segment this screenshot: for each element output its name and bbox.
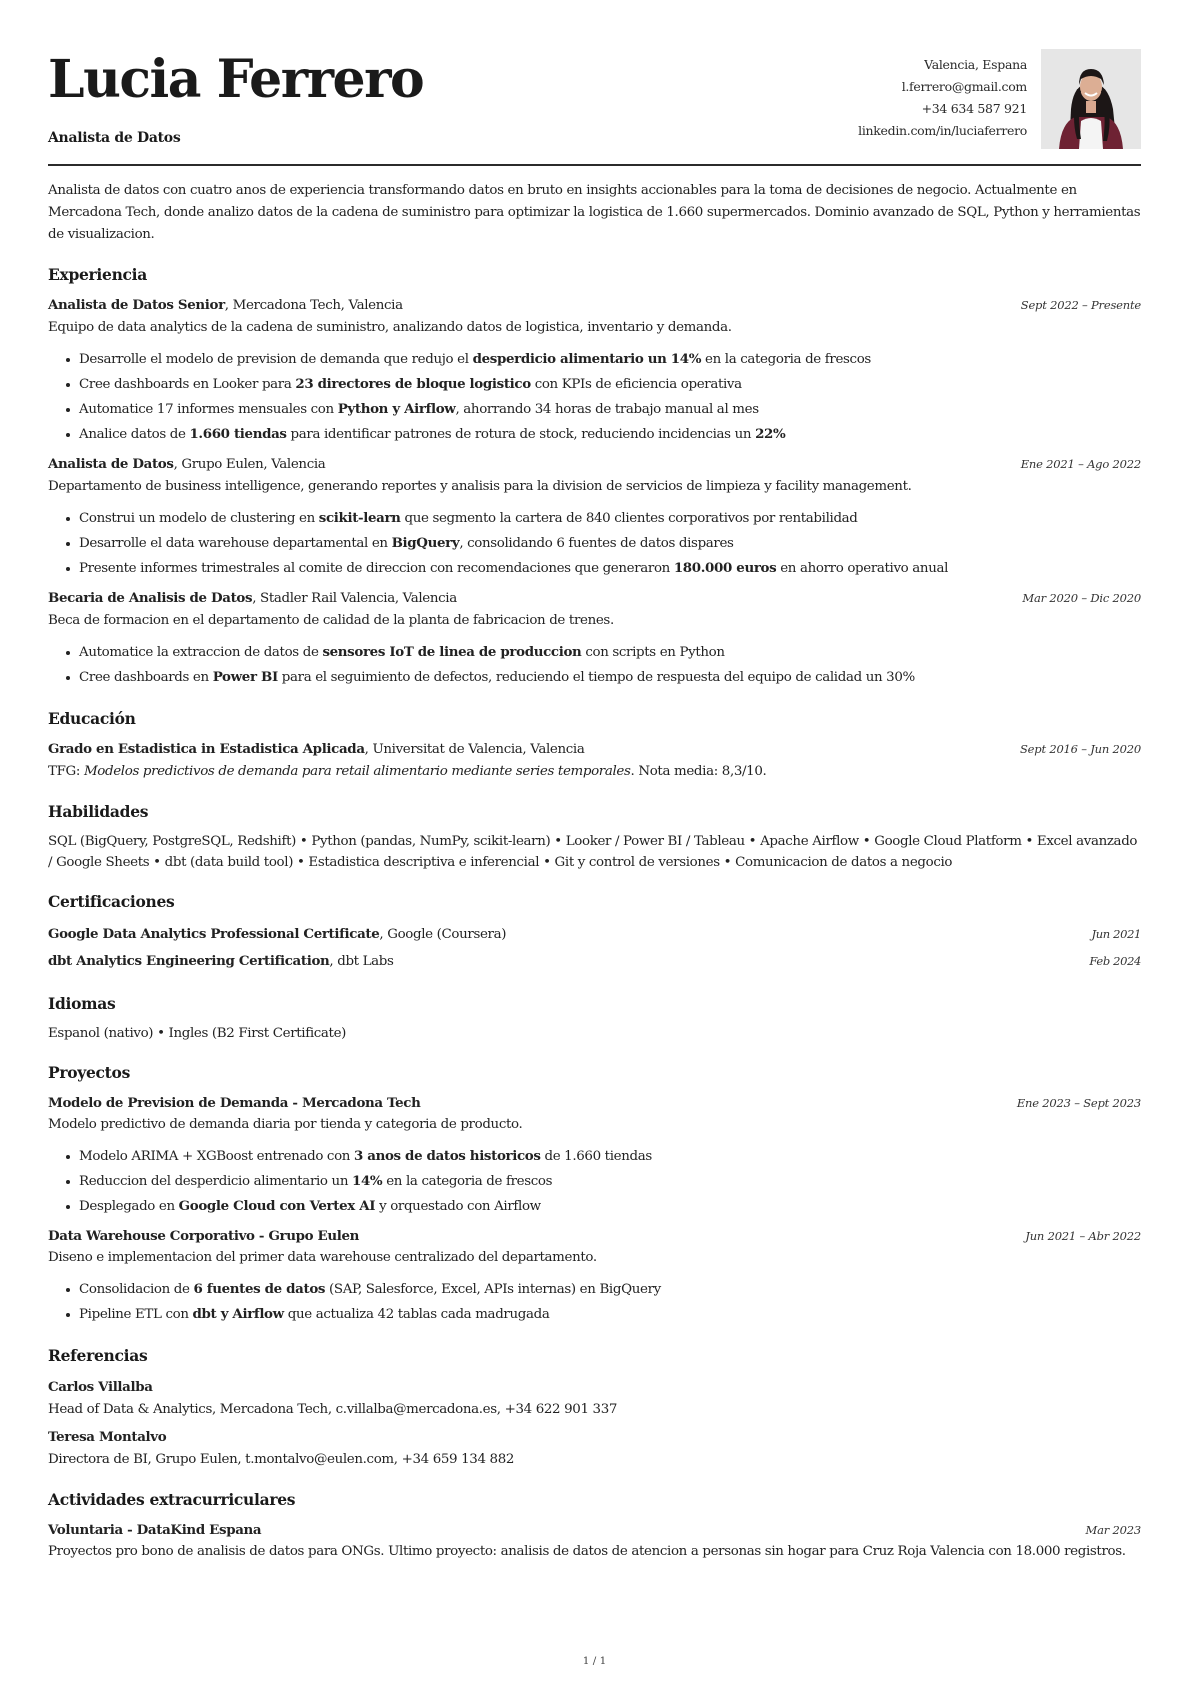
- job-role: Becaria de Analisis de Datos: [48, 590, 253, 606]
- activity-description: Proyectos pro bono de analisis de datos para ONGs. Ultimo proyecto: analisis de datos de atencion a personas sin hogar para Cruz Roja Valencia con 18.000 registros.: [48, 1544, 1126, 1559]
- project-date: Ene 2023 – Sept 2023: [1016, 1096, 1141, 1110]
- degree-institution: , Universitat de Valencia, Valencia: [364, 742, 585, 757]
- section-title-references: Referencias: [48, 1346, 148, 1365]
- bullet-item: Reduccion del desperdicio alimentario un 14% en la categoria de frescos: [78, 1169, 1141, 1194]
- resume-body: [48, 180, 1141, 1567]
- job-bullets: [78, 347, 1141, 447]
- job-date: Sept 2022 – Presente: [1020, 298, 1141, 312]
- experience-entry: [48, 587, 1141, 690]
- education-entry: [48, 738, 1141, 783]
- skills-list: SQL (BigQuery, PostgreSQL, Redshift) • Python (pandas, NumPy, scikit-learn) • Looker / Power BI / Tableau • Apache Airflow • Google Cloud Platform • Excel avanzado / Google Sheets • dbt (data build tool) • Estadistica descriptiva e inferencial • Git y control de versiones • Comunicacion de datos a negocio: [48, 834, 1138, 870]
- contact-location: Valencia, Espana: [924, 57, 1027, 72]
- section-title-activities: Actividades extracurriculares: [48, 1490, 296, 1509]
- bullet-item: Cree dashboards en Power BI para el seguimiento de defectos, reduciendo el tiempo de respuesta del equipo de calidad un 30%: [78, 665, 1141, 690]
- project-date: Jun 2021 – Abr 2022: [1025, 1229, 1141, 1243]
- bullet-item: Automatice la extraccion de datos de sensores IoT de linea de produccion con scripts en Python: [78, 640, 1141, 665]
- bullet-item: Construi un modelo de clustering en scikit-learn que segmento la cartera de 840 clientes corporativos por rentabilidad: [78, 506, 1141, 531]
- project-title: Data Warehouse Corporativo - Grupo Eulen: [48, 1228, 360, 1244]
- bullet-item: Presente informes trimestrales al comite de direccion con recomendaciones que generaron 180.000 euros en ahorro operativo anual: [78, 556, 1141, 581]
- reference-name: Teresa Montalvo: [48, 1429, 167, 1445]
- bullet-item: Analice datos de 1.660 tiendas para identificar patrones de rotura de stock, reduciendo incidencias un 22%: [78, 422, 1141, 447]
- reference-item: [48, 1375, 1141, 1421]
- job-role: Analista de Datos: [48, 456, 174, 472]
- certification-name: Google Data Analytics Professional Certificate: [48, 926, 380, 942]
- activity-title: Voluntaria - DataKind Espana: [48, 1522, 262, 1538]
- bullet-item: Modelo ARIMA + XGBoost entrenado con 3 anos de datos historicos de 1.660 tiendas: [78, 1144, 1141, 1169]
- bullet-item: Pipeline ETL con dbt y Airflow que actualiza 42 tablas cada madrugada: [78, 1302, 1141, 1327]
- activity-date: Mar 2023: [1085, 1523, 1141, 1537]
- job-bullets: [78, 640, 1141, 690]
- reference-detail: Head of Data & Analytics, Mercadona Tech, c.villalba@mercadona.es, +34 622 901 337: [48, 1402, 618, 1417]
- certification-issuer: , dbt Labs: [329, 954, 394, 969]
- experience-entry: [48, 294, 1141, 447]
- summary-text: Analista de datos con cuatro anos de experiencia transformando datos en bruto en insights accionables para la toma de decisiones de negocio. Actualmente en Mercadona Tech, donde analizo datos de la cadena de suministro para optimizar la logistica de 1.660 supermercados. Dominio avanzado de SQL, Python y herramientas de visualizacion.: [48, 183, 1141, 242]
- project-description: Diseno e implementacion del primer data warehouse centralizado del departamento.: [48, 1250, 597, 1265]
- contact-linkedin[interactable]: linkedin.com/in/luciaferrero: [858, 123, 1027, 138]
- section-title-skills: Habilidades: [48, 802, 149, 821]
- resume-header: [48, 0, 1141, 166]
- certification-date: Feb 2024: [1089, 954, 1141, 968]
- project-entry: [48, 1225, 1141, 1327]
- job-date: Mar 2020 – Dic 2020: [1022, 591, 1141, 605]
- certification-item: [48, 948, 1141, 975]
- profile-photo: [1041, 49, 1141, 149]
- reference-detail: Directora de BI, Grupo Eulen, t.montalvo@eulen.com, +34 659 134 882: [48, 1452, 515, 1467]
- job-description: Beca de formacion en el departamento de calidad de la planta de fabricacion de trenes.: [48, 613, 614, 628]
- resume-page: [48, 0, 1141, 1683]
- languages-list: Espanol (nativo) • Ingles (B2 First Certificate): [48, 1026, 347, 1041]
- bullet-item: Desplegado en Google Cloud con Vertex AI y orquestado con Airflow: [78, 1194, 1141, 1219]
- certification-item: [48, 921, 1141, 948]
- reference-name: Carlos Villalba: [48, 1379, 153, 1395]
- degree-date: Sept 2016 – Jun 2020: [1020, 742, 1141, 756]
- page-number: 1 / 1: [582, 1655, 607, 1667]
- job-org: , Grupo Eulen, Valencia: [173, 457, 326, 472]
- job-role: Analista de Datos Senior: [48, 297, 225, 313]
- certification-issuer: , Google (Coursera): [379, 927, 507, 942]
- section-title-education: Educación: [48, 709, 136, 728]
- section-title-projects: Proyectos: [48, 1063, 130, 1082]
- candidate-name: Lucia Ferrero: [48, 49, 424, 110]
- job-description: Equipo de data analytics de la cadena de suministro, analizando datos de logistica, inventario y demanda.: [48, 320, 732, 335]
- degree-detail: TFG: Modelos predictivos de demanda para retail alimentario mediante series temporales. Nota media: 8,3/10.: [48, 764, 767, 779]
- certification-date: Jun 2021: [1091, 927, 1141, 941]
- section-title-languages: Idiomas: [48, 994, 116, 1013]
- job-org: , Stadler Rail Valencia, Valencia: [252, 591, 457, 606]
- project-description: Modelo predictivo de demanda diaria por tienda y categoria de producto.: [48, 1117, 523, 1132]
- project-bullets: [78, 1277, 1141, 1327]
- reference-item: [48, 1425, 1141, 1471]
- degree-name: Grado en Estadistica in Estadistica Aplicada: [48, 741, 365, 757]
- portrait-image: [1041, 49, 1141, 149]
- job-description: Departamento de business intelligence, generando reportes y analisis para la division de servicios de limpieza y facility management.: [48, 479, 912, 494]
- section-title-certifications: Certificaciones: [48, 892, 175, 911]
- header-divider: [48, 164, 1141, 166]
- project-title: Modelo de Prevision de Demanda - Mercadona Tech: [48, 1095, 421, 1111]
- contact-email[interactable]: l.ferrero@gmail.com: [901, 79, 1027, 94]
- project-entry: [48, 1092, 1141, 1219]
- certification-name: dbt Analytics Engineering Certification: [48, 953, 330, 969]
- project-bullets: [78, 1144, 1141, 1219]
- bullet-item: Cree dashboards en Looker para 23 directores de bloque logistico con KPIs de eficiencia operativa: [78, 372, 1141, 397]
- job-org: , Mercadona Tech, Valencia: [224, 298, 403, 313]
- contact-block: [858, 55, 1027, 143]
- contact-phone[interactable]: +34 634 587 921: [921, 101, 1027, 116]
- bullet-item: Desarrolle el modelo de prevision de demanda que redujo el desperdicio alimentario un 14% en la categoria de frescos: [78, 347, 1141, 372]
- activity-entry: [48, 1519, 1141, 1563]
- job-date: Ene 2021 – Ago 2022: [1020, 457, 1141, 471]
- bullet-item: Desarrolle el data warehouse departamental en BigQuery, consolidando 6 fuentes de datos dispares: [78, 531, 1141, 556]
- candidate-title: Analista de Datos: [48, 130, 181, 146]
- section-title-experience: Experiencia: [48, 265, 148, 284]
- job-bullets: [78, 506, 1141, 581]
- experience-entry: [48, 453, 1141, 581]
- bullet-item: Consolidacion de 6 fuentes de datos (SAP, Salesforce, Excel, APIs internas) en BigQuery: [78, 1277, 1141, 1302]
- bullet-item: Automatice 17 informes mensuales con Python y Airflow, ahorrando 34 horas de trabajo manual al mes: [78, 397, 1141, 422]
